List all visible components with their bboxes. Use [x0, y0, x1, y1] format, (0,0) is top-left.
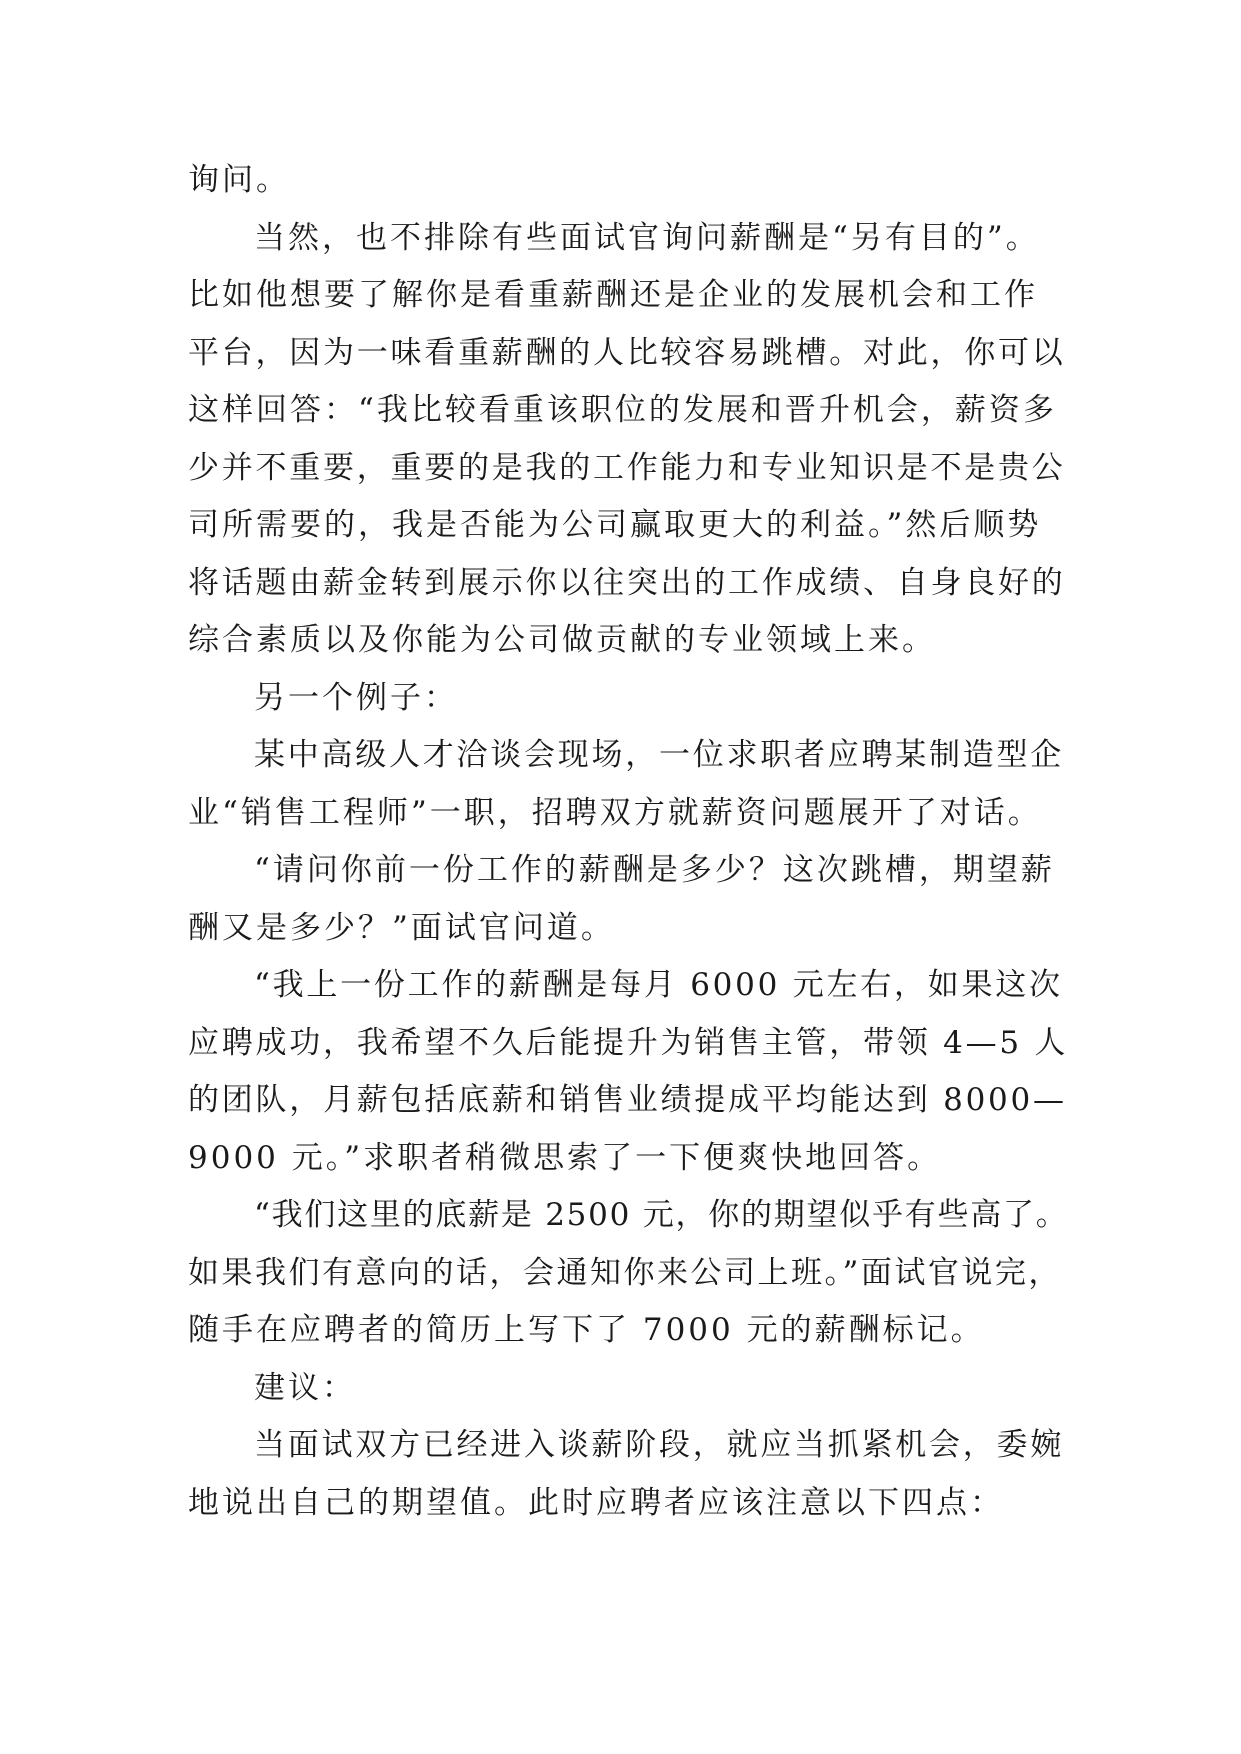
text-line: 这样回答：“我比较看重该职位的发展和晋升机会，薪资多 — [188, 392, 1057, 428]
text-line: 地说出自己的期望值。此时应聘者应该注意以下四点： — [188, 1484, 1004, 1521]
text-line: “请问你前一份工作的薪酬是多少？这次跳槽，期望薪 — [254, 852, 1055, 888]
text-line: “我们这里的底薪是 2500 元，你的期望似乎有些高了。 — [254, 1197, 1069, 1233]
text-line: 酬又是多少？”面试官问道。 — [188, 909, 615, 946]
text-line: 比如他想要了解你是看重薪酬还是企业的发展机会和工作 — [188, 277, 1038, 313]
text-line: 9000 元。”求职者稍微思索了一下便爽快地回答。 — [188, 1139, 942, 1176]
text-line: 建议： — [254, 1369, 356, 1406]
text-line: 少并不重要，重要的是我的工作能力和专业知识是不是贵公 — [188, 449, 1066, 486]
text-line: 当面试双方已经进入谈薪阶段，就应当抓紧机会，委婉 — [254, 1427, 1064, 1463]
text-line: 应聘成功，我希望不久后能提升为销售主管，带领 4—5 人 — [188, 1024, 1069, 1061]
text-line: 综合素质以及你能为公司做贡献的专业领域上来。 — [188, 622, 936, 658]
text-line: 某中高级人才洽谈会现场，一位求职者应聘某制造型企 — [254, 737, 1064, 773]
text-line: “我上一份工作的薪酬是每月 6000 元左右，如果这次 — [254, 967, 1063, 1003]
text-line: 如果我们有意向的话，会通知你来公司上班。”面试官说完， — [188, 1254, 1062, 1291]
text-line: 随手在应聘者的简历上写下了 7000 元的薪酬标记。 — [188, 1312, 985, 1348]
text-line: 的团队，月薪包括底薪和销售业绩提成平均能达到 8000— — [188, 1082, 1067, 1118]
document-body — [188, 152, 1068, 1532]
text-line: 业“销售工程师”一职，招聘双方就薪资问题展开了对话。 — [188, 794, 1042, 831]
text-line: 司所需要的，我是否能为公司赢取更大的利益。”然后顺势 — [188, 507, 1042, 543]
text-line: 询问。 — [188, 162, 290, 198]
text-line: 当然，也不排除有些面试官询问薪酬是“另有目的”。 — [254, 219, 1040, 256]
text-line: 将话题由薪金转到展示你以往突出的工作成绩、自身良好的 — [188, 564, 1066, 601]
text-line: 平台，因为一味看重薪酬的人比较容易跳槽。对此，你可以 — [188, 334, 1066, 371]
text-line: 另一个例子： — [254, 679, 458, 716]
